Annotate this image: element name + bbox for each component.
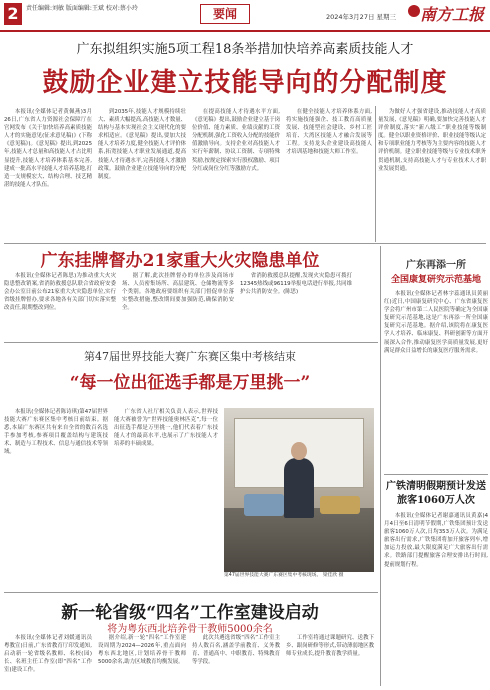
fire-hazard-headline: 广东挂牌督办21家重大火灾隐患单位 [40, 251, 320, 271]
page-number: 2 [4, 3, 22, 25]
contest-photo [224, 408, 374, 572]
studio-article-column-1: 本报讯(全媒体记者刘媛通讯员粤教宣)日前,广东省教育厅印发通知,启动新一轮省级名教师、名校(园)长、名班主任工作室(即“四名”工作室)建设工作。 [4, 635, 92, 674]
studio-article-column-4: 工作室将通过课题研究、送教下乡、跟岗研修等形式,带动薄弱地区教师专业成长,提升教育教学质量。 [286, 635, 374, 658]
photo-contestant-head [291, 442, 307, 460]
section-divider [4, 342, 378, 343]
lead-column-4: 在健全技能人才培养体系方面,将实施技能强企、技工教育高质量发展、技能型社会建设、乡村工匠培育、大湾区技能人才融合发展等工程。支持龙头企业建设高技能人才培训基地和技能大师工作室。 [286, 109, 372, 156]
fire-article-column-3: 省消防救援总队提醒,发现火灾隐患可拨打12345热线或96119举报电话进行举报,共同维护公共消防安全。(陈思) [240, 273, 352, 296]
lead-subtitle: 广东拟组织实施5项工程18条举措加快培养高素质技能人才 [76, 42, 414, 57]
lead-headline: 鼓励企业建立技能导向的分配制度 [42, 68, 448, 98]
railway-brief-headline: 广铁清明假期预计发送旅客1060万人次 [386, 481, 486, 506]
right-column-divider [380, 246, 381, 686]
photo-model-left [244, 494, 284, 516]
fire-article-column-1: 本报讯(全媒体记者陈思)为推动重大火灾隐患整改销案,省消防救援总队联合省政府安委会办公室日前公布21家重大火灾隐患单位,实行省级挂牌督办,要求各地各有关部门切实落实整改责任,限期整改到位。 [4, 273, 116, 312]
brief-divider [384, 474, 488, 475]
column-divider [375, 106, 376, 242]
skills-contest-kicker: 第47届世界技能大赛广东赛区集中考核结束 [84, 350, 296, 363]
lead-sidebar-column: 为做好人才强省建设,推动技能人才高质量发展,《意见稿》明确,要加快完善技能人才评价制度,落实“新八级工”职业技能等级制度。健全以职业资格评价、职业技能等级认定和专项职业能力考核等为主要内容的技能人才评价机制。建立职业技能等级与专业技术职务贯通机制,支持高技能人才与专业技术人才职业发展贯通。 [378, 109, 486, 172]
section-divider [4, 243, 486, 244]
section-divider [4, 592, 378, 593]
photo-contestant [284, 458, 314, 518]
lead-column-3: 在提高技能人才待遇水平方面,《意见稿》提出,鼓励企业建立基于岗位价值、能力素质、业绩贡献的工资分配机制,强化工资收入分配的技能价值激励导向。支持企业对高技能人才实行年薪制、协议工资制、专项特殊奖励,按规定探索实行股权激励、项目分红或岗位分红等激励方式。 [192, 109, 280, 172]
photo-model-right [320, 496, 360, 514]
lead-column-2: 到2035年,技能人才规模持续壮大、素质大幅提高,高技能人才数量、结构与基本实现社会主义现代化的要求相适应。《意见稿》提出,要加大技能人才培养力度,健全技能人才评价体系,拓宽技能人才职业发展通道,提高技能人才待遇水平,完善技能人才激励政策。鼓励企业建立技能导向的分配制度。 [98, 109, 186, 180]
lead-column-1: 本报讯(全媒体记者黄佩燕)3月26日,广东省人力资源社会保障厅在官网发布《关于加快培养高素质技能人才的实施意见(征求意见稿)》(下称《意见稿》)。《意见稿》提出,到2025年,技能人才总量和高技能人才占比明显提升,技能人才培养体系基本完善,建成一批高水平技能人才培养基地,打造一支规模宏大、结构合理、技艺精湛的技能人才队伍。 [4, 109, 92, 188]
newspaper-logo: 南方工报 [420, 5, 485, 24]
studio-article-column-3: 此次共遴选省级“四名”工作室主持人数百名,涵盖学前教育、义务教育、普通高中、中职教育、特殊教育等学段。 [192, 635, 280, 666]
studio-article-column-2: 据介绍,新一轮“四名”工作室建设周期为2024—2026年,重点面向粤东西北地区,计划培养骨干教师5000余名,助力区域教育均衡发展。 [98, 635, 186, 666]
issue-date: 2024年3月27日 星期三 [326, 13, 397, 21]
rehab-brief-headline: 全国康复研究示范基地 [390, 275, 481, 285]
logo-emblem-icon [408, 5, 420, 17]
skills-contest-headline: “每一位出征选手都是万里挑一” [69, 373, 311, 393]
railway-brief-text: 本报讯(全媒体记者谢嘉通讯员黄嘉)4月4日至6日清明节假期,广铁集团预计发送旅客1060万人次,日均353万人次。为满足旅客出行需求,广铁集团将加开旅客列车,增加运力投放,最大限度满足广大旅客出行需求。铁路部门提醒旅客合理安排出行时间,提前规划行程。 [384, 513, 488, 568]
rehab-brief-kicker: 广东再添一所 [406, 260, 466, 271]
photo-caption: 第47届世界技能大赛广东赛区集中考核现场。 梁佳欣 摄 [224, 573, 344, 578]
section-label: 要闻 [200, 4, 250, 24]
studio-launch-subtitle: 将为粤东西北培养骨干教师5000余名 [107, 624, 273, 635]
skills-article-column-2: 广东省人社厅相关负责人表示,世界技能大赛被誉为“世界技能奥林匹克”,每一位出征选手都是万里挑一,他们代表着广东技能人才的最高水平,也展示了广东技能人才培养的丰硕成果。 [114, 409, 218, 448]
fire-article-column-2: 据了解,此次挂牌督办的单位涉及商场市场、人员密集场所、高层建筑、仓储物流等多个类别。各地政府要组织有关部门督促单位落实整改措施,整改期间要加强防范,确保消防安全。 [122, 273, 234, 312]
studio-launch-headline: 新一轮省级“四名”工作室建设启动 [61, 603, 319, 623]
editors-credit: 责任编辑:刘敏 版面编辑:王斌 校对:蔡小玲 [26, 5, 138, 12]
skills-article-column-1: 本报讯(全媒体记者陈诗琪)第47届世界技能大赛广东赛区集中考核日前结束。据悉,本届广东赛区共有来自全省的数百名选手参加考核,参赛项目覆盖结构与建筑技术、制造与工程技术、信息与通信技术等领域。 [4, 409, 108, 456]
rehab-brief-text: 本报讯(全媒体记者林宇蕊通讯员黄丽红)近日,中国康复研究中心、广东省康复医学会将广州市第二人民医院等确定为全国康复研究示范基地,这是广东再添一所全国康复研究示范基地。据介绍,该院将在康复医学人才培养、临床康复、科研创新等方面开展深入合作,推动康复医学高质量发展,更好满足群众日益增长的康复医疗服务需求。 [384, 291, 488, 354]
